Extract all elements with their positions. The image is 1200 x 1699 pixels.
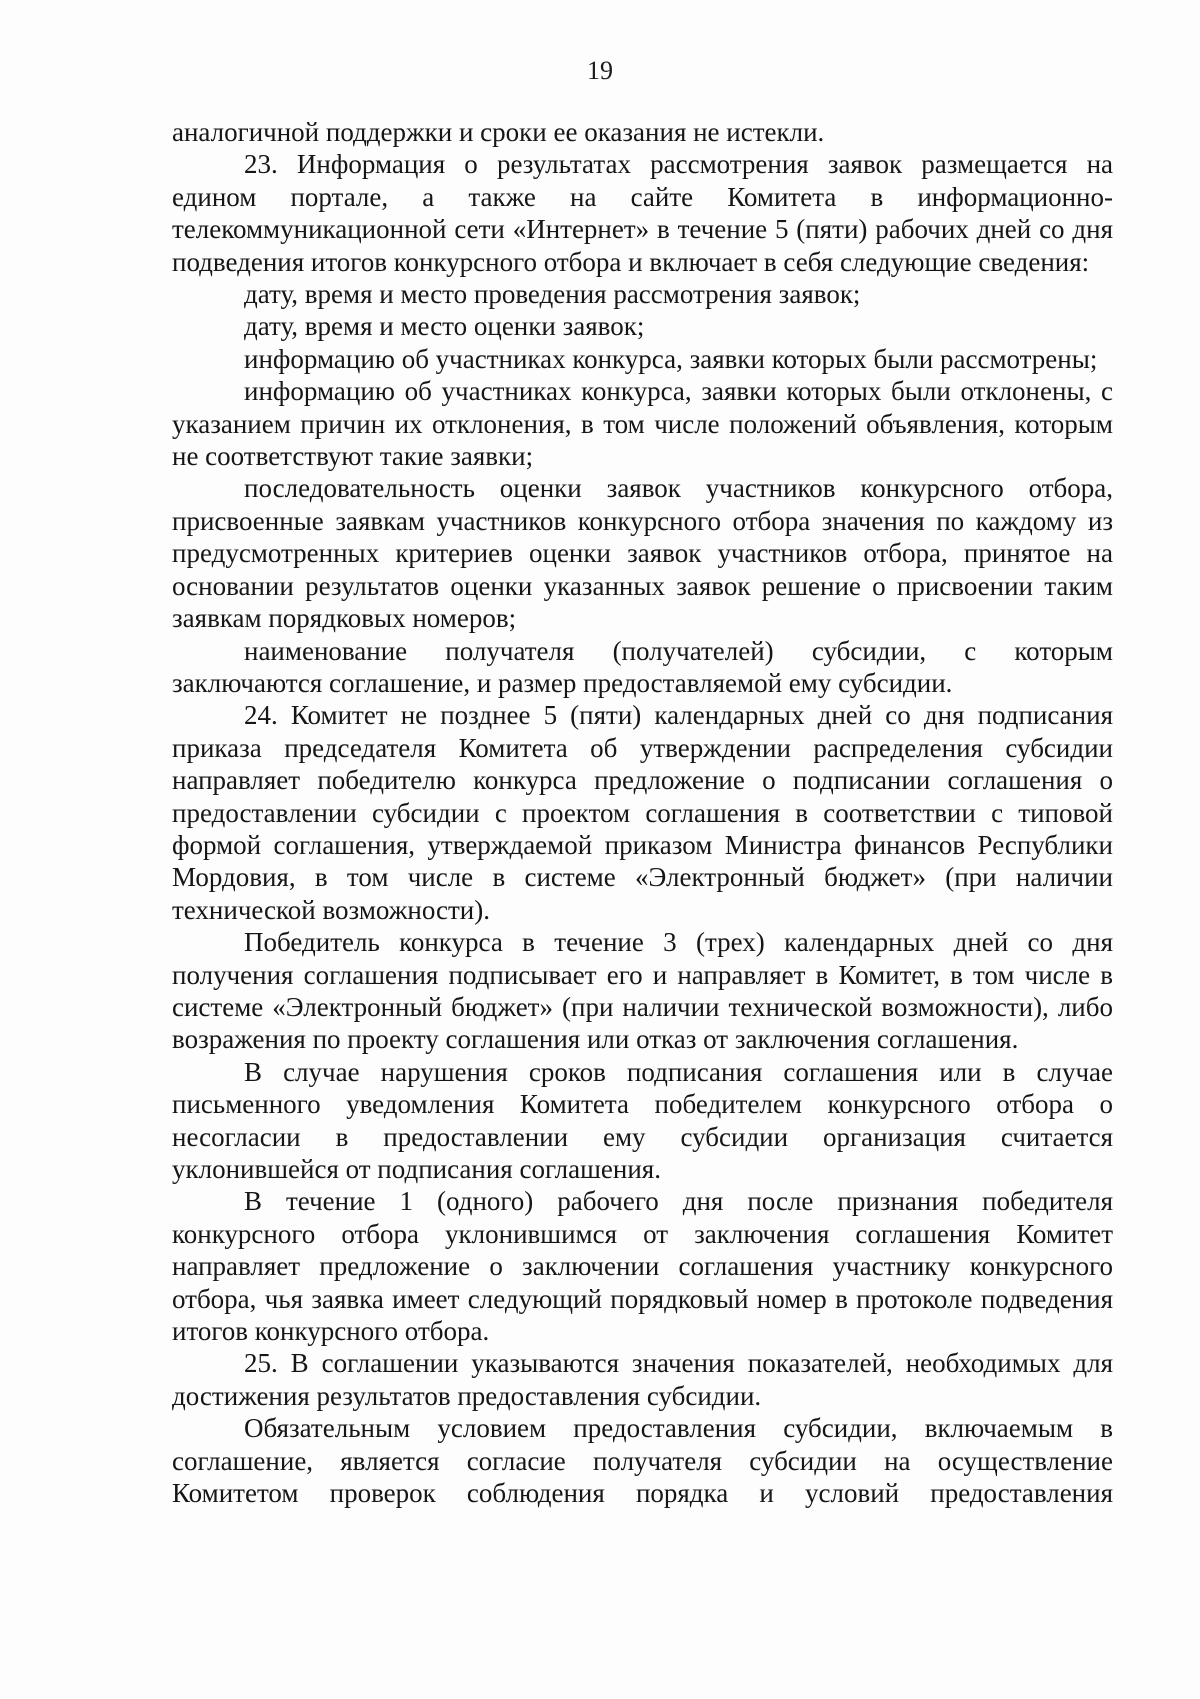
page-number: 19: [587, 56, 613, 85]
paragraph-winner-signing: Победитель конкурса в течение 3 (трех) календарных дней со дня получения соглашения подписывает его и направляет в Комитет, в том числе в системе «Электронный бюджет» (при наличии технической возможности), либо возражения по проекту соглашения или отказ от заключения соглашения.: [172, 927, 1113, 1055]
paragraph-clause-24: 24. Комитет не позднее 5 (пяти) календарных дней со дня подписания приказа председателя Комитета об утверждении распределения субсидии направляет победителю конкурса предложение о подписании соглашения о предоставлении субсидии с проектом соглашения в соответствии с типовой формой соглашения, утверждаемой приказом Министра финансов Республики Мордовия, в том числе в системе «Электронный бюджет» (при наличии технической возможности).: [172, 700, 1113, 925]
paragraph-continuation: аналогичной поддержки и сроки ее оказания не истекли.: [172, 117, 825, 147]
paragraph-next-participant: В течение 1 (одного) рабочего дня после признания победителя конкурсного отбора уклонившимся от заключения соглашения Комитет направляет предложение о заключении соглашения участнику конкурсного отбора, чья заявка имеет следующий порядковый номер в протоколе подведения итогов конкурсного отбора.: [172, 1186, 1113, 1347]
paragraph-clause-23: 23. Информация о результатах рассмотрения заявок размещается на едином портале, а также на сайте Комитета в информационно-телекоммуникационной сети «Интернет» в течение 5 (пяти) рабочих дней со дня подведения итогов конкурсного отбора и включает в себя следующие сведения:: [172, 149, 1113, 277]
paragraph-deadline-violation: В случае нарушения сроков подписания соглашения или в случае письменного уведомления Комитета победителем конкурсного отбора о несогласии в предоставлении ему субсидии организация считается уклонившейся от подписания соглашения.: [172, 1056, 1113, 1184]
paragraph-mandatory-condition: Обязательным условием предоставления субсидии, включаемым в соглашение, является согласие получателя субсидии на осуществление Комитетом проверок соблюдения порядка и условий предоставления: [172, 1413, 1113, 1509]
paragraph-clause-25: 25. В соглашении указываются значения показателей, необходимых для достижения результатов предоставления субсидии.: [172, 1348, 1113, 1411]
list-item-rejected-participants: информацию об участниках конкурса, заявки которых были отклонены, с указанием причин их отклонения, в том числе положений объявления, которым не соответствуют такие заявки;: [172, 376, 1113, 472]
document-body: [172, 116, 1113, 1509]
list-item-review-date: дату, время и место проведения рассмотрения заявок;: [244, 279, 861, 310]
list-item-evaluation-date: дату, время и место оценки заявок;: [244, 311, 645, 342]
list-item-evaluation-sequence: последовательность оценки заявок участников конкурсного отбора, присвоенные заявкам участников конкурсного отбора значения по каждому из предусмотренных критериев оценки заявок участников отбора, принятое на основании результатов оценки указанных заявок решение о присвоении таким заявкам порядковых номеров;: [172, 473, 1113, 634]
list-item-reviewed-participants: информацию об участниках конкурса, заявки которых были рассмотрены;: [244, 343, 1098, 374]
list-item-recipient-name: наименование получателя (получателей) субсидии, с которым заключаются соглашение, и размер предоставляемой ему субсидии.: [172, 635, 1113, 698]
